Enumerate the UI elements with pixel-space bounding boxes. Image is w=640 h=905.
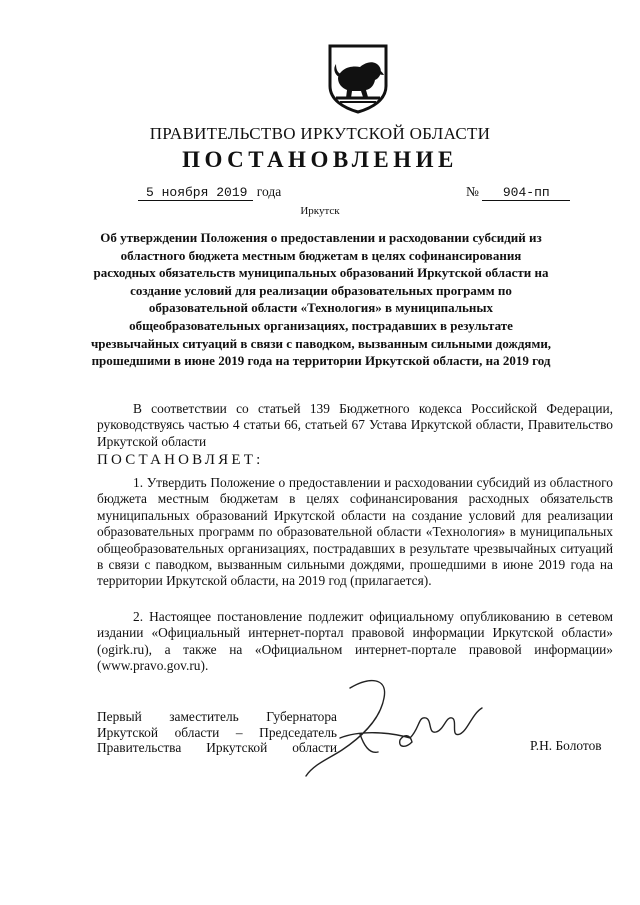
document-city: Иркутск	[300, 205, 340, 217]
document-number: 904-пп	[482, 185, 570, 201]
intro-paragraph: В соответствии со статьей 139 Бюджетного кодекса Российской Федерации, руководствуясь частью 4 статьи 66, статьей 67 Устава Иркутской области, Правительство Иркутской области	[97, 401, 613, 449]
handwritten-signature	[300, 668, 490, 788]
document-date-suffix: года	[256, 184, 282, 199]
document-date-line	[138, 184, 281, 201]
signatory-name: Р.Н. Болотов	[530, 738, 602, 753]
signatory-position-line: Первый заместитель Губернатора	[97, 709, 337, 724]
government-name: ПРАВИТЕЛЬСТВО ИРКУТСКОЙ ОБЛАСТИ	[149, 124, 491, 143]
document-number-line	[466, 184, 570, 201]
document-title: Об утверждении Положения о предоставлении и расходовании субсидий из областного бюджета местным бюджетам в целях софинансирования расходных обязательств муниципальных образований Иркутской области на создание условий для реализации образовательных программ по образовательной области «Технология» в муниципальных общеобразовательных организациях, пострадавших в результате чрезвычайных ситуаций в связи с паводком, вызванным сильными дождями, прошедшими в июне 2019 года на территории Иркутской области, на 2019 год	[90, 230, 552, 369]
coat-of-arms-icon	[322, 42, 394, 114]
resolves-keyword: ПОСТАНОВЛЯЕТ:	[97, 452, 264, 468]
document-type: ПОСТАНОВЛЕНИЕ	[182, 147, 458, 172]
number-sign: №	[466, 184, 479, 199]
resolution-item-2: 2. Настоящее постановление подлежит официальному опубликованию в сетевом издании «Официальный интернет-портал правовой информации Иркутской области» (ogirk.ru), а также на «Официальном интернет-портале правовой информации» (www.pravo.gov.ru).	[97, 609, 613, 674]
resolution-item-1: 1. Утвердить Положение о предоставлении и расходовании субсидий из областного бюджета местным бюджетам в целях софинансирования расходных обязательств муниципальных образований Иркутской области на создание условий для реализации образовательных программ по образовательной области «Технология» в муниципальных общеобразовательных организациях, пострадавших в результате чрезвычайных ситуаций в связи с паводком, вызванным сильными дождями, прошедшими в июне 2019 года на территории Иркутской области, на 2019 год (прилагается).	[97, 475, 613, 589]
document-date: 5 ноября 2019	[138, 185, 253, 201]
signatory-position-line: Правительства Иркутской области	[97, 740, 337, 755]
signatory-position-line: Иркутской области – Председатель	[97, 724, 337, 740]
